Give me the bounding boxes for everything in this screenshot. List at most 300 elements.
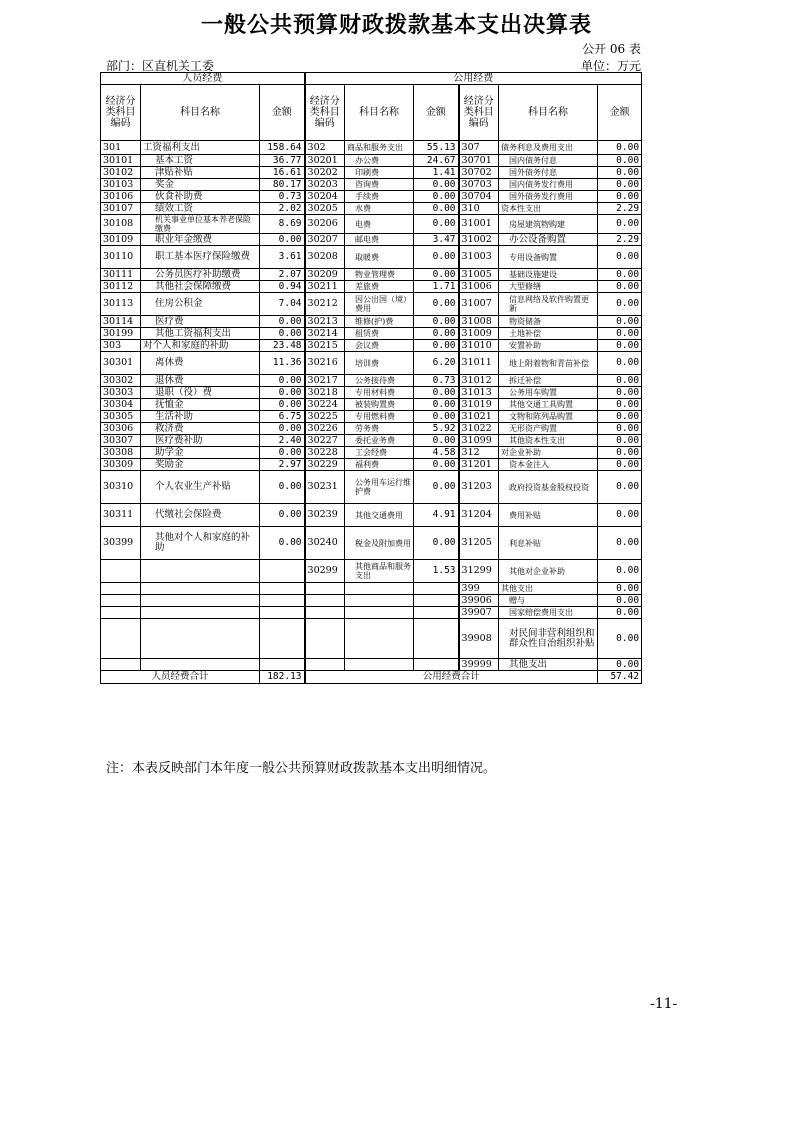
cell-amount: 0.00 <box>260 387 305 399</box>
cell-code: 30227 <box>305 435 345 447</box>
cell-code: 30310 <box>101 471 141 504</box>
cell-name: 国家赔偿费用支出 <box>499 607 598 619</box>
cell-code: 312 <box>459 447 499 459</box>
table-row <box>101 504 642 527</box>
cell-name: 助学金 <box>141 447 260 459</box>
table-row <box>101 471 642 504</box>
cell-code <box>305 619 345 659</box>
cell-amount: 0.00 <box>260 527 305 560</box>
cell-code: 31008 <box>459 316 499 328</box>
cell-amount: 1.41 <box>414 167 459 179</box>
cell-amount: 23.48 <box>260 340 305 352</box>
cell-code: 31205 <box>459 527 499 560</box>
cell-amount: 0.00 <box>598 167 642 179</box>
cell-amount: 0.00 <box>260 423 305 435</box>
cell-amount: 0.00 <box>260 471 305 504</box>
cell-name <box>141 619 260 659</box>
cell-code: 30214 <box>305 328 345 340</box>
cell-amount: 4.91 <box>414 504 459 527</box>
cell-code: 30209 <box>305 269 345 281</box>
cell-amount: 0.00 <box>260 316 305 328</box>
cell-code: 30211 <box>305 281 345 293</box>
cell-amount: 0.00 <box>414 203 459 215</box>
cell-code: 31204 <box>459 504 499 527</box>
table-row <box>101 595 642 607</box>
cell-amount <box>260 659 305 671</box>
cell-code <box>101 595 141 607</box>
cell-name: 福利费 <box>345 459 414 471</box>
cell-code: 30204 <box>305 191 345 203</box>
cell-code: 30207 <box>305 234 345 246</box>
cell-name: 生活补助 <box>141 411 260 423</box>
cell-name: 会议费 <box>345 340 414 352</box>
cell-code: 31005 <box>459 269 499 281</box>
cell-amount: 0.00 <box>414 471 459 504</box>
cell-amount <box>260 560 305 583</box>
cell-name <box>141 583 260 595</box>
cell-name: 其他交通工具购置 <box>499 399 598 411</box>
table-row <box>101 179 642 191</box>
cell-name: 土地补偿 <box>499 328 598 340</box>
table-row <box>101 607 642 619</box>
cell-amount: 0.00 <box>598 281 642 293</box>
cell-name: 公务接待费 <box>345 375 414 387</box>
table-row <box>101 246 642 269</box>
cell-amount: 0.73 <box>260 191 305 203</box>
cell-code: 31007 <box>459 293 499 316</box>
cell-amount: 7.04 <box>260 293 305 316</box>
cell-code: 31006 <box>459 281 499 293</box>
cell-code: 30309 <box>101 459 141 471</box>
cell-amount <box>414 583 459 595</box>
cell-amount: 6.75 <box>260 411 305 423</box>
page-number: -11- <box>650 996 678 1012</box>
table-row <box>101 399 642 411</box>
cell-name: 其他对企业补助 <box>499 560 598 583</box>
cell-code: 30304 <box>101 399 141 411</box>
cell-amount: 158.64 <box>260 141 305 155</box>
form-number: 公开 06 表 <box>582 42 641 56</box>
table-row <box>101 447 642 459</box>
cell-code: 30303 <box>101 387 141 399</box>
cell-name: 对企业补助 <box>499 447 598 459</box>
cell-code: 31009 <box>459 328 499 340</box>
table-row <box>101 619 642 659</box>
cell-amount: 0.00 <box>598 583 642 595</box>
table-row <box>101 659 642 671</box>
cell-code: 30240 <box>305 527 345 560</box>
cell-amount: 24.67 <box>414 155 459 167</box>
cell-amount: 4.58 <box>414 447 459 459</box>
cell-code: 30305 <box>101 411 141 423</box>
cell-code: 30202 <box>305 167 345 179</box>
cell-name: 委托业务费 <box>345 435 414 447</box>
col-header-code: 经济分类科目编码 <box>101 85 141 141</box>
cell-amount: 0.00 <box>260 399 305 411</box>
cell-code: 31022 <box>459 423 499 435</box>
cell-amount: 0.00 <box>598 141 642 155</box>
table-row <box>101 411 642 423</box>
cell-name: 工会经费 <box>345 447 414 459</box>
cell-code: 31201 <box>459 459 499 471</box>
table-row <box>101 352 642 375</box>
cell-name <box>345 595 414 607</box>
cell-amount: 0.00 <box>598 560 642 583</box>
cell-name: 差旅费 <box>345 281 414 293</box>
cell-code: 30215 <box>305 340 345 352</box>
table-row <box>101 328 642 340</box>
cell-name: 手续费 <box>345 191 414 203</box>
cell-amount: 0.00 <box>598 316 642 328</box>
cell-amount: 1.53 <box>414 560 459 583</box>
cell-amount: 0.00 <box>598 293 642 316</box>
cell-code: 307 <box>459 141 499 155</box>
cell-name <box>345 583 414 595</box>
table-row <box>101 435 642 447</box>
cell-amount: 0.00 <box>598 619 642 659</box>
cell-amount: 0.00 <box>598 659 642 671</box>
group-header-public: 公用经费 <box>305 73 642 85</box>
cell-name <box>141 607 260 619</box>
cell-amount: 0.00 <box>260 328 305 340</box>
cell-code: 31011 <box>459 352 499 375</box>
cell-name: 专用燃料费 <box>345 411 414 423</box>
cell-code: 30701 <box>459 155 499 167</box>
cell-name: 抚恤金 <box>141 399 260 411</box>
cell-name: 费用补贴 <box>499 504 598 527</box>
cell-name: 专用材料费 <box>345 387 414 399</box>
cell-name: 其他交通费用 <box>345 504 414 527</box>
cell-amount: 0.00 <box>598 471 642 504</box>
cell-code: 31012 <box>459 375 499 387</box>
cell-code: 30110 <box>101 246 141 269</box>
cell-name: 奖励金 <box>141 459 260 471</box>
cell-amount: 0.00 <box>598 375 642 387</box>
cell-amount: 0.00 <box>598 595 642 607</box>
cell-amount <box>414 619 459 659</box>
cell-code: 30306 <box>101 423 141 435</box>
cell-name: 其他对个人和家庭的补助 <box>141 527 260 560</box>
cell-name: 其他商品和服务支出 <box>345 560 414 583</box>
cell-code <box>305 659 345 671</box>
cell-code <box>305 583 345 595</box>
page-title: 一般公共预算财政拨款基本支出决算表 <box>200 12 592 38</box>
cell-name: 因公出国（境）费用 <box>345 293 414 316</box>
cell-amount: 0.00 <box>598 328 642 340</box>
cell-name: 工资福利支出 <box>141 141 260 155</box>
cell-code: 30218 <box>305 387 345 399</box>
cell-amount: 2.02 <box>260 203 305 215</box>
col-header-name: 科目名称 <box>141 85 260 141</box>
cell-name: 咨询费 <box>345 179 414 191</box>
cell-amount: 0.00 <box>414 527 459 560</box>
cell-name: 绩效工资 <box>141 203 260 215</box>
cell-code: 30106 <box>101 191 141 203</box>
table-row <box>101 375 642 387</box>
cell-amount: 0.00 <box>414 191 459 203</box>
cell-amount <box>260 583 305 595</box>
cell-amount: 0.00 <box>414 316 459 328</box>
cell-code: 30228 <box>305 447 345 459</box>
cell-code: 30102 <box>101 167 141 179</box>
cell-amount <box>414 607 459 619</box>
cell-name: 物资储备 <box>499 316 598 328</box>
cell-amount: 0.00 <box>414 293 459 316</box>
cell-name <box>141 595 260 607</box>
cell-name: 伙食补助费 <box>141 191 260 203</box>
cell-name: 公务员医疗补助缴费 <box>141 269 260 281</box>
cell-amount: 5.92 <box>414 423 459 435</box>
cell-amount: 0.00 <box>414 340 459 352</box>
cell-name: 房屋建筑物购建 <box>499 215 598 234</box>
cell-amount: 0.00 <box>414 179 459 191</box>
cell-amount: 0.00 <box>598 459 642 471</box>
cell-code: 30107 <box>101 203 141 215</box>
cell-amount <box>260 595 305 607</box>
cell-amount: 0.00 <box>598 607 642 619</box>
cell-code: 30208 <box>305 246 345 269</box>
cell-amount: 0.73 <box>414 375 459 387</box>
table-row <box>101 340 642 352</box>
col-header-amount: 金额 <box>260 85 305 141</box>
cell-name: 退职（役）费 <box>141 387 260 399</box>
cell-name: 地上附着物和青苗补偿 <box>499 352 598 375</box>
cell-code: 30399 <box>101 527 141 560</box>
cell-name: 国外债务付息 <box>499 167 598 179</box>
cell-name: 对民间非营利组织和群众性自治组织补贴 <box>499 619 598 659</box>
personnel-total-value: 182.13 <box>260 671 305 684</box>
cell-name <box>345 619 414 659</box>
cell-amount: 0.00 <box>598 399 642 411</box>
cell-amount: 11.36 <box>260 352 305 375</box>
cell-amount: 0.00 <box>598 352 642 375</box>
cell-name: 公务用车购置 <box>499 387 598 399</box>
cell-amount: 1.71 <box>414 281 459 293</box>
cell-amount <box>260 607 305 619</box>
cell-code: 30201 <box>305 155 345 167</box>
cell-name: 个人农业生产补贴 <box>141 471 260 504</box>
cell-code: 30114 <box>101 316 141 328</box>
cell-name <box>345 659 414 671</box>
cell-amount: 0.00 <box>598 527 642 560</box>
table-row <box>101 215 642 234</box>
cell-name: 被装购置费 <box>345 399 414 411</box>
cell-name: 无形资产购置 <box>499 423 598 435</box>
cell-name: 印刷费 <box>345 167 414 179</box>
cell-amount: 0.00 <box>598 179 642 191</box>
cell-amount: 0.00 <box>414 328 459 340</box>
cell-name: 职业年金缴费 <box>141 234 260 246</box>
cell-name <box>345 607 414 619</box>
cell-code: 30205 <box>305 203 345 215</box>
cell-amount: 0.00 <box>598 423 642 435</box>
cell-code <box>101 607 141 619</box>
cell-code: 30111 <box>101 269 141 281</box>
cell-name: 培训费 <box>345 352 414 375</box>
cell-amount: 8.69 <box>260 215 305 234</box>
table-row <box>101 141 642 155</box>
col-header-code: 经济分类科目编码 <box>459 85 499 141</box>
cell-name: 国内债务付息 <box>499 155 598 167</box>
cell-name: 公务用车运行维护费 <box>345 471 414 504</box>
cell-code: 30212 <box>305 293 345 316</box>
cell-code <box>101 560 141 583</box>
table-row <box>101 293 642 316</box>
cell-code <box>305 607 345 619</box>
cell-amount: 2.29 <box>598 234 642 246</box>
cell-name: 奖金 <box>141 179 260 191</box>
cell-code: 30703 <box>459 179 499 191</box>
cell-amount: 0.00 <box>598 191 642 203</box>
cell-amount: 2.97 <box>260 459 305 471</box>
cell-name: 政府投资基金股权投资 <box>499 471 598 504</box>
table-row <box>101 191 642 203</box>
cell-code: 30299 <box>305 560 345 583</box>
col-header-name: 科目名称 <box>345 85 414 141</box>
cell-name: 办公费 <box>345 155 414 167</box>
table-row <box>101 459 642 471</box>
cell-code: 31003 <box>459 246 499 269</box>
cell-code: 31021 <box>459 411 499 423</box>
cell-amount: 55.13 <box>414 141 459 155</box>
group-header-personnel: 人员经费 <box>101 73 305 85</box>
cell-name: 拆迁补偿 <box>499 375 598 387</box>
cell-code: 31019 <box>459 399 499 411</box>
cell-code: 399 <box>459 583 499 595</box>
cell-name: 基础设施建设 <box>499 269 598 281</box>
cell-amount: 3.47 <box>414 234 459 246</box>
cell-code: 30229 <box>305 459 345 471</box>
cell-name: 其他支出 <box>499 583 598 595</box>
cell-code: 30206 <box>305 215 345 234</box>
cell-amount: 0.00 <box>414 215 459 234</box>
cell-code: 31099 <box>459 435 499 447</box>
footnote: 注：本表反映部门本年度一般公共预算财政拨款基本支出明细情况。 <box>106 761 497 776</box>
cell-code: 30307 <box>101 435 141 447</box>
cell-amount: 0.00 <box>598 215 642 234</box>
cell-amount: 0.00 <box>598 340 642 352</box>
col-header-name: 科目名称 <box>499 85 598 141</box>
cell-code: 39907 <box>459 607 499 619</box>
cell-code: 30704 <box>459 191 499 203</box>
cell-name <box>141 659 260 671</box>
cell-name: 机关事业单位基本养老保险缴费 <box>141 215 260 234</box>
cell-amount: 0.00 <box>414 459 459 471</box>
table-row <box>101 527 642 560</box>
cell-amount: 36.77 <box>260 155 305 167</box>
personnel-total-label: 人员经费合计 <box>101 671 260 684</box>
cell-amount: 0.00 <box>414 387 459 399</box>
cell-code: 39908 <box>459 619 499 659</box>
cell-code: 31013 <box>459 387 499 399</box>
cell-amount: 6.20 <box>414 352 459 375</box>
cell-amount: 0.00 <box>260 234 305 246</box>
cell-amount: 0.00 <box>598 387 642 399</box>
cell-code <box>101 619 141 659</box>
cell-name: 文物和陈列品购置 <box>499 411 598 423</box>
cell-code: 30101 <box>101 155 141 167</box>
cell-name: 资本性支出 <box>499 203 598 215</box>
cell-amount <box>414 659 459 671</box>
cell-name: 大型修缮 <box>499 281 598 293</box>
table-row <box>101 281 642 293</box>
cell-amount: 0.00 <box>598 155 642 167</box>
cell-name: 劳务费 <box>345 423 414 435</box>
cell-code: 30216 <box>305 352 345 375</box>
cell-amount: 0.00 <box>414 269 459 281</box>
cell-code: 301 <box>101 141 141 155</box>
cell-name: 医疗费补助 <box>141 435 260 447</box>
cell-amount: 0.00 <box>414 435 459 447</box>
cell-name: 维修(护)费 <box>345 316 414 328</box>
cell-amount: 0.00 <box>260 504 305 527</box>
cell-code: 31299 <box>459 560 499 583</box>
table-row <box>101 167 642 179</box>
cell-name: 国内债务发行费用 <box>499 179 598 191</box>
cell-code: 30231 <box>305 471 345 504</box>
cell-code: 30226 <box>305 423 345 435</box>
cell-code: 30113 <box>101 293 141 316</box>
cell-name: 物业管理费 <box>345 269 414 281</box>
cell-name: 专用设备购置 <box>499 246 598 269</box>
cell-name: 对个人和家庭的补助 <box>141 340 260 352</box>
cell-name: 离休费 <box>141 352 260 375</box>
col-header-code: 经济分类科目编码 <box>305 85 345 141</box>
table-row <box>101 316 642 328</box>
cell-code: 30203 <box>305 179 345 191</box>
cell-amount: 0.00 <box>598 269 642 281</box>
department-label: 部门：区直机关工委 <box>106 59 215 73</box>
cell-code: 31203 <box>459 471 499 504</box>
cell-code: 30217 <box>305 375 345 387</box>
cell-code: 30199 <box>101 328 141 340</box>
cell-name <box>141 560 260 583</box>
cell-name: 代缴社会保险费 <box>141 504 260 527</box>
cell-code: 30213 <box>305 316 345 328</box>
cell-code: 30302 <box>101 375 141 387</box>
cell-amount: 0.00 <box>414 246 459 269</box>
cell-name: 资本金注入 <box>499 459 598 471</box>
cell-amount: 0.00 <box>598 246 642 269</box>
cell-code <box>305 595 345 607</box>
cell-code: 30225 <box>305 411 345 423</box>
cell-code: 30103 <box>101 179 141 191</box>
public-total-label: 公用经费合计 <box>305 671 598 684</box>
cell-amount: 0.00 <box>598 504 642 527</box>
col-header-amount: 金额 <box>414 85 459 141</box>
cell-code: 31010 <box>459 340 499 352</box>
cell-code: 30301 <box>101 352 141 375</box>
table-row <box>101 423 642 435</box>
cell-name: 国外债务发行费用 <box>499 191 598 203</box>
cell-amount: 0.00 <box>414 411 459 423</box>
cell-amount: 0.00 <box>598 447 642 459</box>
table-row <box>101 155 642 167</box>
cell-code: 30702 <box>459 167 499 179</box>
cell-name: 职工基本医疗保险缴费 <box>141 246 260 269</box>
cell-code: 30109 <box>101 234 141 246</box>
cell-amount: 2.07 <box>260 269 305 281</box>
cell-name: 债务利息及费用支出 <box>499 141 598 155</box>
cell-name: 商品和服务支出 <box>345 141 414 155</box>
cell-amount: 80.17 <box>260 179 305 191</box>
table-row <box>101 203 642 215</box>
cell-name: 其他社会保障缴费 <box>141 281 260 293</box>
cell-name: 邮电费 <box>345 234 414 246</box>
cell-name: 津贴补贴 <box>141 167 260 179</box>
cell-amount: 0.00 <box>598 411 642 423</box>
cell-amount <box>260 619 305 659</box>
